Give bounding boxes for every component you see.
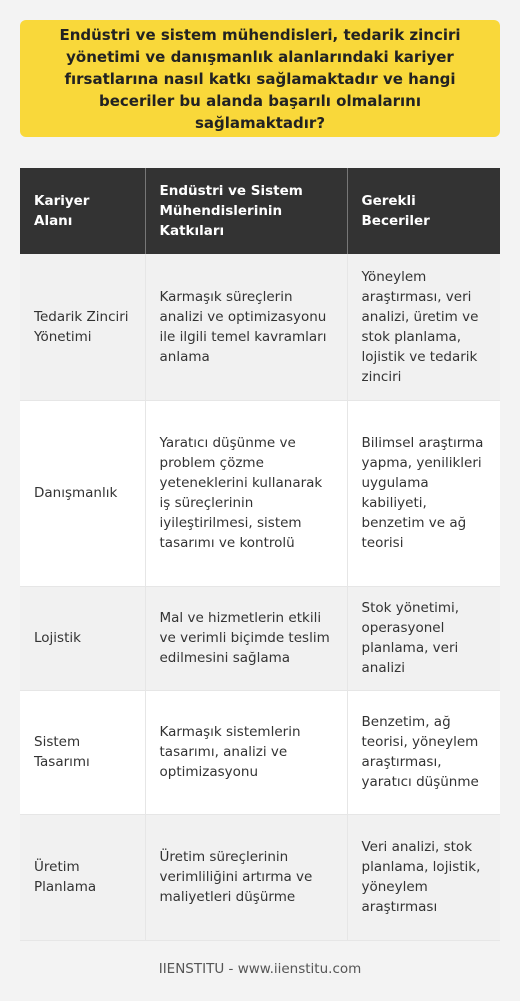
cell-contribution: Mal ve hizmetlerin etkili ve verimli biçimde teslim edilmesini sağlama bbox=[145, 586, 347, 690]
cell-skills: Bilimsel araştırma yapma, yenilikleri uygulama kabiliyeti, benzetim ve ağ teorisi bbox=[347, 400, 500, 586]
cell-skills: Benzetim, ağ teorisi, yöneylem araştırması, yaratıcı düşünme bbox=[347, 690, 500, 814]
footer-credit: IIENSTITU - www.iienstitu.com bbox=[158, 961, 362, 977]
career-table bbox=[20, 168, 500, 941]
cell-career-area: Danışmanlık bbox=[20, 400, 145, 586]
cell-skills: Yöneylem araştırması, veri analizi, üretim ve stok planlama, lojistik ve tedarik zinciri bbox=[347, 254, 500, 400]
header-career-area: Kariyer Alanı bbox=[20, 168, 145, 254]
cell-skills: Veri analizi, stok planlama, lojistik, yöneylem araştırması bbox=[347, 814, 500, 940]
page-title: Endüstri ve sistem mühendisleri, tedarik zinciri yönetimi ve danışmanlık alanlarındaki kariyer fırsatlarına nasıl katkı sağlamaktadır ve hangi beceriler bu alanda başarılı olmalarını sağlamaktadır? bbox=[20, 20, 500, 137]
cell-skills: Stok yönetimi, operasyonel planlama, veri analizi bbox=[347, 586, 500, 690]
table-row bbox=[20, 814, 500, 940]
cell-contribution: Üretim süreçlerinin verimliliğini artırma ve maliyetleri düşürme bbox=[145, 814, 347, 940]
table-row bbox=[20, 690, 500, 814]
table-row bbox=[20, 586, 500, 690]
cell-career-area: Üretim Planlama bbox=[20, 814, 145, 940]
header-required-skills: Gerekli Beceriler bbox=[347, 168, 500, 254]
table-row bbox=[20, 254, 500, 400]
header-contributions: Endüstri ve Sistem Mühendislerinin Katkıları bbox=[145, 168, 347, 254]
cell-contribution: Yaratıcı düşünme ve problem çözme yeteneklerini kullanarak iş süreçlerinin iyileştirilmesi, sistem tasarımı ve kontrolü bbox=[145, 400, 347, 586]
cell-contribution: Karmaşık süreçlerin analizi ve optimizasyonu ile ilgili temel kavramları anlama bbox=[145, 254, 347, 400]
cell-career-area: Tedarik Zinciri Yönetimi bbox=[20, 254, 145, 400]
cell-contribution: Karmaşık sistemlerin tasarımı, analizi ve optimizasyonu bbox=[145, 690, 347, 814]
cell-career-area: Sistem Tasarımı bbox=[20, 690, 145, 814]
table-row bbox=[20, 400, 500, 586]
cell-career-area: Lojistik bbox=[20, 586, 145, 690]
table-header-row bbox=[20, 168, 500, 254]
